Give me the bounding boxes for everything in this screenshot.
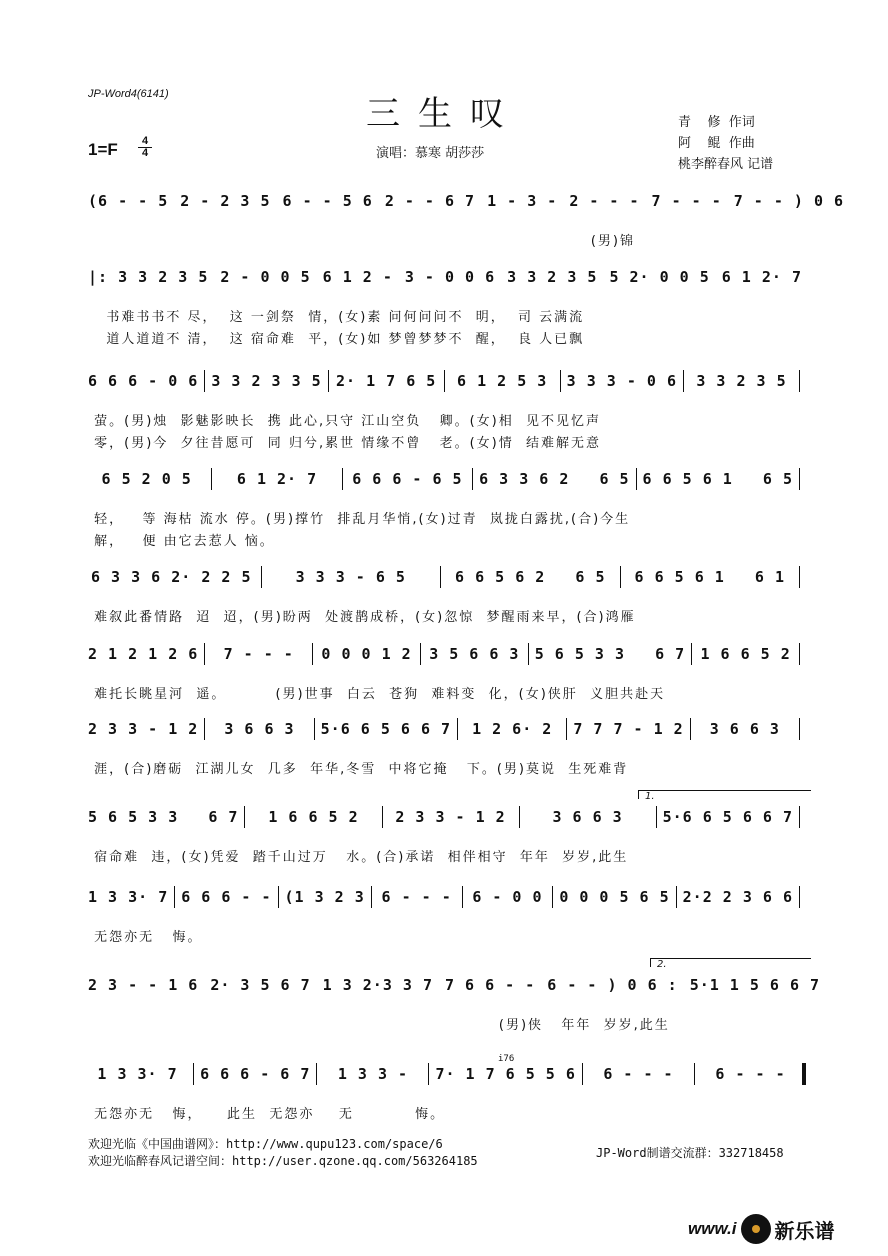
footer-link-qzone[interactable]: 欢迎光临醉春风记谱空间：http://user.qzone.qq.com/563264185 — [88, 1154, 478, 1168]
barline — [799, 718, 800, 740]
barline — [261, 566, 262, 588]
notation-row — [88, 566, 806, 588]
measure: 5·6 6 5 6 6 7 — [320, 720, 452, 738]
lyric-line: 道人道道不 清， 这 宿命难 平，(女)如 梦曾梦梦不 醒， 良 人已飘 — [88, 332, 585, 347]
song-title: 三生叹 — [366, 94, 522, 134]
barline — [683, 370, 684, 392]
barline — [799, 566, 800, 588]
notation-row — [88, 806, 806, 828]
measure: 5 6 5 3 3 6 7 — [534, 645, 686, 663]
barline — [799, 643, 800, 665]
measure: 6 - - - — [381, 888, 452, 906]
measure: 6 6 6 - 6 7 — [200, 1065, 311, 1083]
measure: 6 - - 5 6 — [282, 192, 373, 210]
barline — [799, 370, 800, 392]
measure: 6 1 2· 7 — [236, 470, 318, 488]
measure: 7· 1 7 6 5 5 6 — [435, 1065, 576, 1083]
measure: 6 6 5 6 1 6 5 — [642, 470, 794, 488]
barline — [472, 468, 473, 490]
barline — [428, 1063, 429, 1085]
barline — [204, 370, 205, 392]
barline — [457, 718, 458, 740]
measure: 3 3 3 - 0 6 — [566, 372, 677, 390]
notation-row — [88, 643, 806, 665]
footer-links — [88, 1136, 478, 1170]
measure: 2·2 2 3 6 6 — [682, 888, 793, 906]
barline — [676, 886, 677, 908]
barline — [204, 718, 205, 740]
barline — [656, 806, 657, 828]
barline — [382, 806, 383, 828]
notation-row — [88, 266, 806, 288]
barline — [691, 643, 692, 665]
measure: 6 - - - — [603, 1065, 674, 1083]
footer-link-qupu[interactable]: 欢迎光临《中国曲谱网》：http://www.qupu123.com/space/6 — [88, 1137, 443, 1151]
logo-brand: 新乐谱 — [774, 1218, 835, 1243]
lyric-line: 无怨亦无 悔， 此生 无怨亦 无 悔。 — [88, 1107, 446, 1122]
barline — [799, 806, 800, 828]
measure: 1 6 6 5 2 — [700, 645, 791, 663]
measure: 7 7 7 - 1 2 — [573, 720, 684, 738]
barline — [278, 886, 279, 908]
barline — [690, 718, 691, 740]
lyric-line: 宿命难 违，(女)凭爱 踏千山过万 水。(合)承诺 相伴相守 年年 岁岁,此生 — [88, 850, 629, 865]
measure: 1 3 3· 7 — [88, 888, 169, 906]
lyric-line: 书难书书不 尽， 这 一剑祭 情，(女)素 问何问问不 明， 司 云满流 — [88, 310, 585, 325]
barline — [620, 566, 621, 588]
measure: 0 0 0 1 2 — [321, 645, 412, 663]
barline — [519, 806, 520, 828]
measure: 6 3 3 6 2 6 5 — [479, 470, 630, 488]
credits — [678, 112, 773, 175]
credit-transcriber: 桃李醉春风 记谱 — [678, 157, 774, 172]
measure: 3 5 6 6 3 — [429, 645, 520, 663]
time-signature — [138, 136, 152, 159]
lyric-line: 解， 便 由它去惹人 恼。 — [88, 534, 275, 549]
measure: 3 6 6 3 — [709, 720, 780, 738]
measure: 6 6 5 6 2 6 5 — [455, 568, 606, 586]
record-icon — [741, 1214, 771, 1244]
lyric-line: 轻， 等 海枯 流水 停。(男)撑竹 排乱月华悄,(女)过青 岚拢白露扰,(合)今生 — [88, 512, 631, 527]
singers: 演唱：慕寒 胡莎莎 — [376, 146, 485, 161]
footer-group: JP-Word制谱交流群：332718458 — [596, 1146, 784, 1160]
measure: 6 - - - — [715, 1065, 786, 1083]
notation-row — [88, 974, 821, 996]
measure: 2 - 0 0 5 — [220, 268, 311, 286]
measure: 1 - 3 - — [487, 192, 558, 210]
barline — [799, 468, 800, 490]
measure: 5 6 5 3 3 6 7 — [88, 808, 239, 826]
measure: (6 - - 5 — [88, 192, 169, 210]
measure: 2 3 - - 1 6 — [88, 976, 199, 994]
barline — [582, 1063, 583, 1085]
credit-lyricist: 青 修 作词 — [678, 115, 755, 130]
lyric-line: (男)锦 — [88, 234, 635, 249]
measure: 3 6 6 3 — [224, 720, 295, 738]
lyric-line: 涯，(合)磨砺 江湖儿女 几多 年华,冬雪 中将它掩 下。(男)莫说 生死难背 — [88, 762, 629, 777]
lyric-line: 零，(男)今 夕往昔愿可 同 归兮,累世 情缘不曾 老。(女)情 结难解无意 — [88, 436, 602, 451]
barline — [174, 886, 175, 908]
measure: 1 2 6· 2 — [472, 720, 553, 738]
measure: 5·6 6 5 6 6 7 — [662, 808, 794, 826]
volta-second-ending: 2. — [650, 958, 811, 967]
measure: 3 3 2 3 5 — [507, 268, 598, 286]
lyric-line: 萤。(男)烛 影魅影映长 携 此心,只守 江山空负 卿。(女)相 见不见忆声 — [88, 414, 602, 429]
measure: 6 1 2 - — [322, 268, 393, 286]
measure: 1 3 2·3 3 7 — [322, 976, 433, 994]
barline — [204, 643, 205, 665]
grace-note: i76 — [498, 1054, 515, 1064]
measure: 2 3 3 - 1 2 — [395, 808, 506, 826]
measure: 1 6 6 5 2 — [268, 808, 359, 826]
measure: 6 6 6 - 6 5 — [352, 470, 463, 488]
measure: 6 - - ) 0 6 : — [547, 976, 678, 994]
measure: 2 - 2 3 5 — [180, 192, 271, 210]
notation-row — [88, 718, 806, 740]
measure: 7 - - - — [651, 192, 722, 210]
measure: 6 6 6 - - — [181, 888, 272, 906]
barline — [566, 718, 567, 740]
barline — [420, 643, 421, 665]
measure: 2· 1 7 6 5 — [336, 372, 437, 390]
measure: |: 3 3 2 3 5 — [88, 268, 209, 286]
measure: 6 1 2· 7 — [721, 268, 802, 286]
lyric-line: (男)侠 年年 岁岁,此生 — [88, 1018, 670, 1033]
measure: 3 6 6 3 — [552, 808, 623, 826]
measure: 2 1 2 1 2 6 — [88, 645, 199, 663]
barline — [312, 643, 313, 665]
barline — [799, 886, 800, 908]
notation-row — [88, 886, 806, 908]
barline — [211, 468, 212, 490]
barline — [694, 1063, 695, 1085]
barline — [244, 806, 245, 828]
time-signature-top: 4 — [141, 135, 149, 147]
notation-row — [88, 1063, 806, 1085]
measure: 0 0 0 5 6 5 — [559, 888, 670, 906]
measure: 1 3 3· 7 — [97, 1065, 178, 1083]
barline — [342, 468, 343, 490]
measure: 1 3 3 - — [337, 1065, 409, 1083]
notation-row — [88, 468, 806, 490]
measure: 6 6 5 6 1 6 1 — [634, 568, 785, 586]
software-label: JP-Word4(6141) — [88, 88, 169, 100]
barline — [444, 370, 445, 392]
lyric-line: 无怨亦无 悔。 — [88, 930, 203, 945]
barline — [440, 566, 441, 588]
barline — [316, 1063, 317, 1085]
measure: 2 - - - — [569, 192, 640, 210]
logo-url: www.i — [688, 1219, 737, 1238]
measure: 2 3 3 - 1 2 — [88, 720, 199, 738]
measure: 3 3 2 3 5 — [696, 372, 787, 390]
measure: 2· 3 5 6 7 — [210, 976, 311, 994]
measure: 7 6 6 - - — [445, 976, 536, 994]
barline — [462, 886, 463, 908]
measure: 6 3 3 6 2· 2 2 5 — [91, 568, 252, 586]
barline — [636, 468, 637, 490]
measure: 5·1 1 5 6 6 7 — [689, 976, 821, 994]
barline — [371, 886, 372, 908]
time-signature-bottom: 4 — [138, 147, 152, 159]
key-signature: 1=F — [88, 140, 118, 159]
measure: 6 5 2 0 5 — [101, 470, 192, 488]
barline — [528, 643, 529, 665]
measure: 6 6 6 - 0 6 — [88, 372, 199, 390]
measure: 3 3 2 3 3 5 — [211, 372, 322, 390]
measure: 7 - - - — [223, 645, 294, 663]
notation-row — [88, 190, 845, 212]
barline — [560, 370, 561, 392]
notation-row — [88, 370, 806, 392]
measure: 6 1 2 5 3 — [457, 372, 548, 390]
measure: 3 3 3 - 6 5 — [295, 568, 406, 586]
site-logo[interactable] — [688, 1214, 835, 1244]
measure: 7 - - ) 0 6 — [733, 192, 845, 210]
credit-composer: 阿 鲲 作曲 — [678, 136, 755, 151]
lyric-line: 难托长眺星河 遥。 (男)世事 白云 苍狗 难料变 化，(女)侠肝 义胆共赴天 — [88, 687, 666, 702]
barline — [328, 370, 329, 392]
barline — [802, 1063, 806, 1085]
barline — [552, 886, 553, 908]
measure: (1 3 2 3 — [284, 888, 365, 906]
volta-first-ending: 1. — [638, 790, 811, 799]
barline — [314, 718, 315, 740]
barline — [193, 1063, 194, 1085]
measure: 2 - - 6 7 — [384, 192, 476, 210]
measure: 3 - 0 0 6 — [404, 268, 496, 286]
measure: 5 2· 0 0 5 — [609, 268, 710, 286]
lyric-line: 难叙此番情路 迢 迢，(男)盼两 处渡鹊成桥，(女)忽惊 梦醒雨来早，(合)鸿雁 — [88, 610, 636, 625]
measure: 6 - 0 0 — [472, 888, 543, 906]
